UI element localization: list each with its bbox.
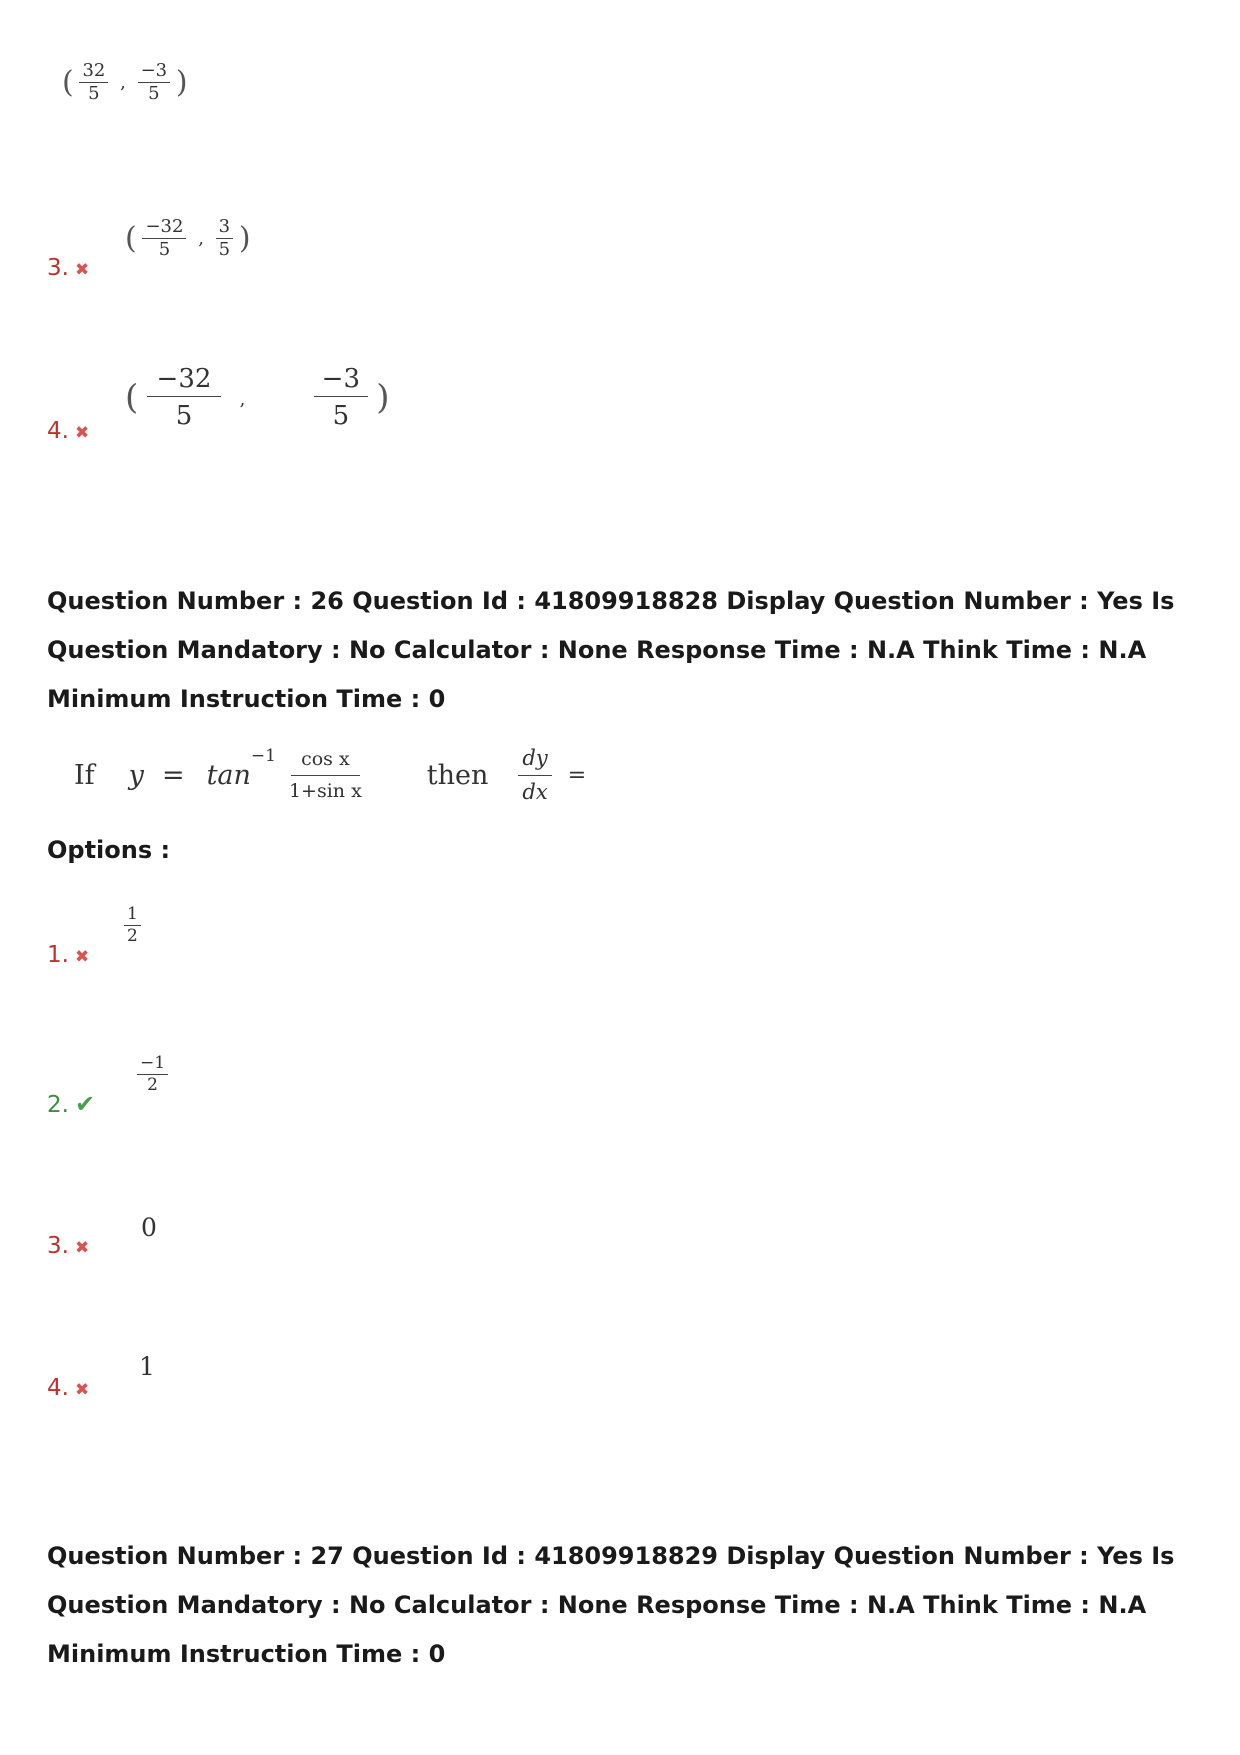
- cross-icon: ✖: [74, 1238, 90, 1258]
- fraction: $\frac{1}{2}$: [124, 906, 141, 945]
- question-27-header: Question Number : 27 Question Id : 41809918829 Display Question Number : Yes Is Question Mandatory : No Calculator : None Response Time : N.A Think Time : N.A Minimum Instruction Time : 0: [47, 1542, 1175, 1668]
- cross-icon: ✖: [74, 260, 90, 280]
- option-1: 1. ✖: [47, 942, 90, 968]
- option-3-value: 0: [141, 1213, 157, 1242]
- question-26-text: If y = tan $^{-1}$ $\frac{\text{cos x}}{\text{1+sin x}}$ then $\frac{dy}{dx}$ =: [74, 746, 587, 804]
- prev-option-4-value: ( $\frac{-32}{5}$ , $\frac{-3}{5}$ ): [125, 364, 390, 431]
- prev-option-4: 4. ✖: [47, 418, 90, 444]
- option-4-value: 1: [139, 1352, 155, 1381]
- cross-icon: ✖: [74, 947, 90, 967]
- option-1-value: [124, 906, 141, 945]
- fraction: $\frac{\text{cos x}}{\text{1+sin x}}$: [288, 748, 362, 802]
- fraction: $\frac{-3}{5}$: [138, 62, 171, 103]
- fraction: $\frac{-3}{5}$: [314, 366, 368, 429]
- prev-option-3: 3. ✖: [47, 255, 90, 281]
- fraction: $\frac{3}{5}$: [216, 218, 233, 259]
- prev-option-2-value: ( $\frac{32}{5}$ , $\frac{-3}{5}$ ): [62, 60, 188, 104]
- cross-icon: ✖: [74, 1380, 90, 1400]
- options-label: Options :: [47, 836, 171, 864]
- fraction: $\frac{dy}{dx}$: [518, 748, 551, 803]
- option-2: 2. ✔: [47, 1090, 96, 1118]
- fraction: $\frac{-32}{5}$: [147, 366, 222, 429]
- prev-option-3-value: ( $\frac{-32}{5}$ , $\frac{3}{5}$ ): [125, 216, 251, 260]
- question-26-header: Question Number : 26 Question Id : 41809918828 Display Question Number : Yes Is Question Mandatory : No Calculator : None Response Time : N.A Think Time : N.A Minimum Instruction Time : 0: [47, 587, 1175, 713]
- cross-icon: ✖: [74, 423, 90, 443]
- option-2-value: [137, 1055, 168, 1094]
- fraction: $\frac{-1}{2}$: [137, 1055, 168, 1094]
- fraction: $\frac{32}{5}$: [79, 62, 108, 103]
- option-4: 4. ✖: [47, 1375, 90, 1401]
- check-icon: ✔: [74, 1090, 96, 1118]
- fraction: $\frac{-32}{5}$: [142, 218, 186, 259]
- option-3: 3. ✖: [47, 1233, 90, 1259]
